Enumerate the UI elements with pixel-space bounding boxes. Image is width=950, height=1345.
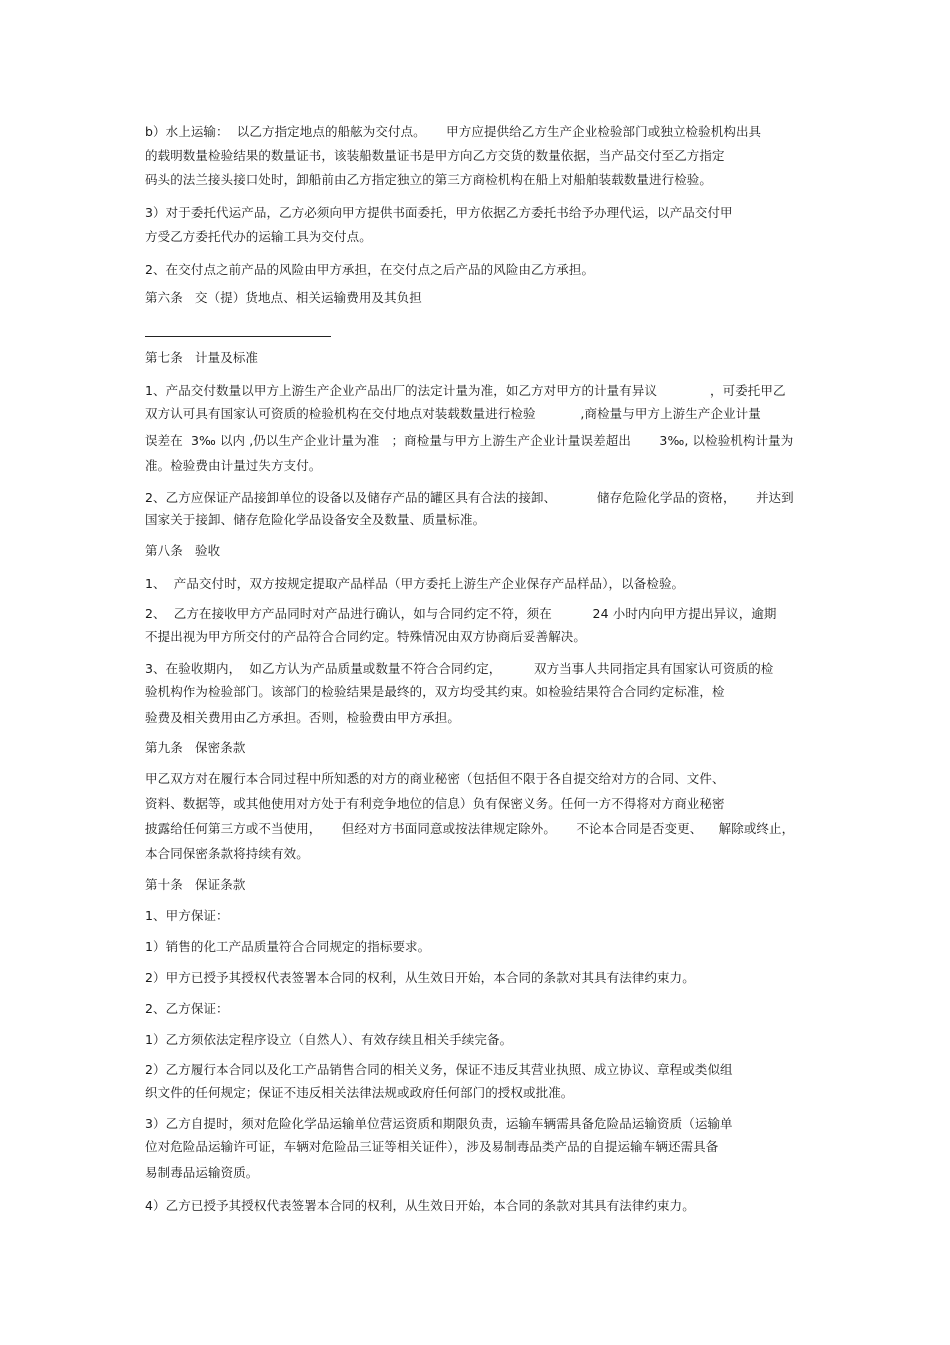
section-heading: 第六条 交（提）货地点、相关运输费用及其负担 — [145, 290, 422, 305]
text-line: 国家关于接卸、储存危险化学品设备安全及数量、质量标准。 — [145, 512, 486, 527]
text-line: 1）乙方须依法定程序设立（自然人）、有效存续且相关手续完备。 — [145, 1032, 513, 1047]
text-line: 1、甲方保证： — [145, 908, 229, 923]
text-line: 码头的法兰接头接口处时，卸船前由乙方指定独立的第三方商检机构在船上对船舶装载数量进行检验。 — [145, 172, 713, 187]
text-line: 2、乙方应保证产品接卸单位的设备以及储存产品的罐区具有合法的接卸、 储存危险化学品的资格， 并达到 — [145, 490, 794, 505]
blank-fill-line — [145, 336, 331, 337]
section-heading: 第八条 验收 — [145, 543, 221, 558]
text-line: 不提出视为甲方所交付的产品符合合同约定。特殊情况由双方协商后妥善解决。 — [145, 629, 587, 644]
text-line: 本合同保密条款将持续有效。 — [145, 846, 309, 861]
text-line: 2、乙方保证： — [145, 1001, 229, 1016]
text-line: 准。检验费由计量过失方支付。 — [145, 458, 322, 473]
text-line: 易制毒品运输资质。 — [145, 1165, 259, 1180]
text-line: 1、 产品交付时，双方按规定提取产品样品（甲方委托上游生产企业保存产品样品），以备检验。 — [145, 576, 685, 591]
text-line: 织文件的任何规定；保证不违反相关法律法规或政府任何部门的授权或批准。 — [145, 1085, 574, 1100]
text-line: 资料、数据等，或其他使用对方处于有利竞争地位的信息）负有保密义务。任何一方不得将对方商业秘密 — [145, 796, 725, 811]
section-heading: 第七条 计量及标准 — [145, 350, 259, 365]
text-line: 4）乙方已授予其授权代表签署本合同的权利，从生效日开始，本合同的条款对其具有法律约束力。 — [145, 1198, 695, 1213]
text-line: 的载明数量检验结果的数量证书，该装船数量证书是甲方向乙方交货的数量依据，当产品交付至乙方指定 — [145, 148, 725, 163]
text-line: 位对危险品运输许可证，车辆对危险品三证等相关证件），涉及易制毒品类产品的自提运输车辆还需具备 — [145, 1139, 719, 1154]
text-line: 方受乙方委托代办的运输工具为交付点。 — [145, 229, 372, 244]
text-line: 2、 乙方在接收甲方产品同时对产品进行确认，如与合同约定不符，须在 24 小时内向甲方提出异议，逾期 — [145, 606, 777, 621]
text-line: 甲乙双方对在履行本合同过程中所知悉的对方的商业秘密（包括但不限于各自提交给对方的合同、文件、 — [145, 771, 725, 786]
section-heading: 第九条 保密条款 — [145, 740, 246, 755]
text-line: 3）乙方自提时，须对危险化学品运输单位营运资质和期限负责，运输车辆需具备危险品运输资质（运输单 — [145, 1116, 733, 1131]
text-line: 验机构作为检验部门。该部门的检验结果是最终的，双方均受其约束。如检验结果符合合同约定标准，检 — [145, 684, 725, 699]
text-line: 验费及相关费用由乙方承担。否则，检验费由甲方承担。 — [145, 710, 461, 725]
text-line: 2、在交付点之前产品的风险由甲方承担，在交付点之后产品的风险由乙方承担。 — [145, 262, 595, 277]
text-line: 披露给任何第三方或不当使用， 但经对方书面同意或按法律规定除外。 不论本合同是否变更、 解除或终止， — [145, 821, 795, 836]
text-line: 3、在验收期内， 如乙方认为产品质量或数量不符合合同约定， 双方当事人共同指定具有国家认可资质的检 — [145, 661, 774, 676]
text-line: b）水上运输： 以乙方指定地点的船舷为交付点。 甲方应提供给乙方生产企业检验部门或独立检验机构出具 — [145, 124, 762, 139]
section-heading: 第十条 保证条款 — [145, 877, 246, 892]
text-line: 1）销售的化工产品质量符合合同规定的指标要求。 — [145, 939, 431, 954]
text-line: 2）甲方已授予其授权代表签署本合同的权利，从生效日开始，本合同的条款对其具有法律约束力。 — [145, 970, 695, 985]
text-line: 2）乙方履行本合同以及化工产品销售合同的相关义务，保证不违反其营业执照、成立协议、章程或类似组 — [145, 1062, 733, 1077]
text-line: 误差在 3‰ 以内 ,仍以生产企业计量为准 ；商检量与甲方上游生产企业计量误差超出 3‰, 以检验机构计量为 — [145, 433, 794, 448]
text-line: 3）对于委托代运产品，乙方必须向甲方提供书面委托，甲方依据乙方委托书给予办理代运，以产品交付甲 — [145, 205, 733, 220]
text-line: 双方认可具有国家认可资质的检验机构在交付地点对装载数量进行检验 ,商检量与甲方上游生产企业计量 — [145, 406, 761, 421]
text-line: 1、产品交付数量以甲方上游生产企业产品出厂的法定计量为准，如乙方对甲方的计量有异议 ，可委托甲乙 — [145, 383, 786, 398]
